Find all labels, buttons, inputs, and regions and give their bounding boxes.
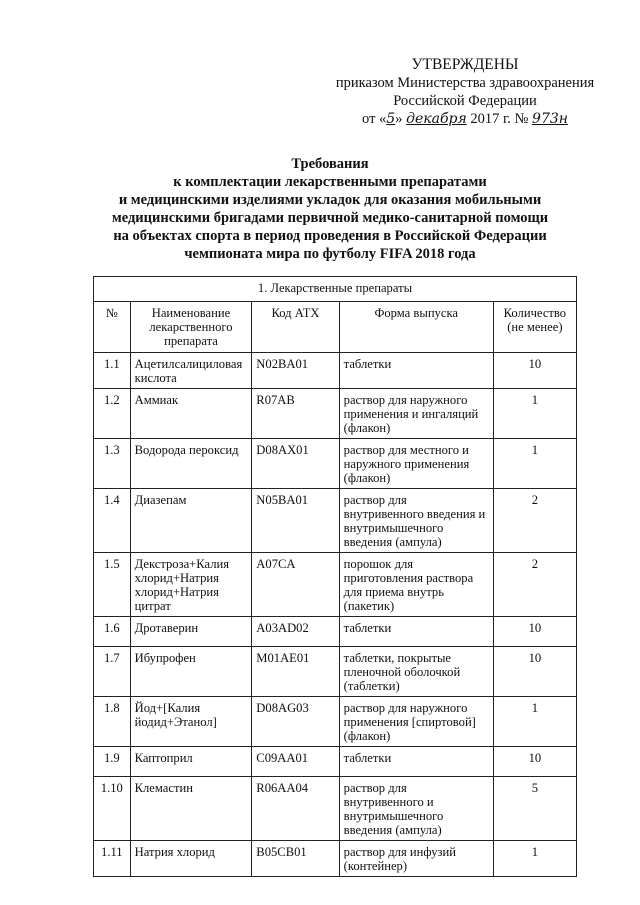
row-form: таблетки <box>339 617 493 647</box>
header-num: № <box>94 302 131 353</box>
row-form: раствор для инфузий (контейнер) <box>339 841 493 877</box>
title-line: к комплектации лекарственными препаратами <box>173 174 487 190</box>
row-num: 1.11 <box>94 841 131 877</box>
table-body <box>94 353 577 877</box>
table-row <box>94 777 577 841</box>
title-line: чемпионата мира по футболу FIFA 2018 года <box>184 246 476 262</box>
row-code: N02BA01 <box>252 353 339 389</box>
row-code: C09AA01 <box>252 747 339 777</box>
row-name: Ибупрофен <box>130 647 252 697</box>
table-row <box>94 389 577 439</box>
row-qty: 10 <box>493 747 576 777</box>
title-line: на объектах спорта в период проведения в Российской Федерации <box>113 228 547 244</box>
approval-heading: УТВЕРЖДЕНЫ <box>411 56 519 73</box>
row-num: 1.7 <box>94 647 131 697</box>
row-name: Аммиак <box>130 389 252 439</box>
row-name: Каптоприл <box>130 747 252 777</box>
row-num: 1.5 <box>94 553 131 617</box>
row-form: таблетки, покрытые пленочной оболочкой (таблетки) <box>339 647 493 697</box>
row-num: 1.3 <box>94 439 131 489</box>
row-code: B05CB01 <box>252 841 339 877</box>
title-line: Требования <box>291 156 369 172</box>
header-qty: Количество (не менее) <box>493 302 576 353</box>
row-code: R07AB <box>252 389 339 439</box>
header-name: Наименование лекарственного препарата <box>130 302 252 353</box>
row-qty: 5 <box>493 777 576 841</box>
row-form: порошок для приготовления раствора для приема внутрь (пакетик) <box>339 553 493 617</box>
approval-line2: Российской Федерации <box>393 93 537 109</box>
section-title: 1. Лекарственные препараты <box>94 277 577 302</box>
table-row <box>94 617 577 647</box>
row-qty: 2 <box>493 553 576 617</box>
table-row <box>94 439 577 489</box>
row-num: 1.8 <box>94 697 131 747</box>
row-qty: 10 <box>493 353 576 389</box>
table-row <box>94 697 577 747</box>
header-row <box>94 302 577 353</box>
row-name: Натрия хлорид <box>130 841 252 877</box>
table-row <box>94 747 577 777</box>
row-code: D08AG03 <box>252 697 339 747</box>
row-form: раствор для наружного применения [спиртовой] (флакон) <box>339 697 493 747</box>
row-code: A07CA <box>252 553 339 617</box>
order-month: декабря <box>406 111 467 127</box>
row-qty: 1 <box>493 389 576 439</box>
row-qty: 1 <box>493 439 576 489</box>
row-num: 1.1 <box>94 353 131 389</box>
table-row <box>94 647 577 697</box>
row-name: Йод+[Калия йодид+Этанол] <box>130 697 252 747</box>
row-form: раствор для местного и наружного применения (флакон) <box>339 439 493 489</box>
row-name: Клемастин <box>130 777 252 841</box>
row-num: 1.4 <box>94 489 131 553</box>
row-qty: 10 <box>493 617 576 647</box>
row-num: 1.6 <box>94 617 131 647</box>
table-row <box>94 841 577 877</box>
row-name: Водорода пероксид <box>130 439 252 489</box>
header-form: Форма выпуска <box>339 302 493 353</box>
order-number: 973н <box>532 111 568 127</box>
title-line: и медицинскими изделиями укладок для оказания мобильными <box>118 192 542 208</box>
row-qty: 1 <box>493 697 576 747</box>
row-name: Дротаверин <box>130 617 252 647</box>
row-form: раствор для наружного применения и ингаляций (флакон) <box>339 389 493 439</box>
table-row <box>94 553 577 617</box>
row-code: D08AX01 <box>252 439 339 489</box>
row-form: таблетки <box>339 747 493 777</box>
document-title <box>100 155 560 263</box>
row-qty: 1 <box>493 841 576 877</box>
order-line <box>330 110 600 128</box>
order-prefix: от « <box>362 111 387 127</box>
row-code: M01AE01 <box>252 647 339 697</box>
row-qty: 2 <box>493 489 576 553</box>
row-code: R06AA04 <box>252 777 339 841</box>
row-name: Ацетилсалициловая кислота <box>130 353 252 389</box>
row-num: 1.10 <box>94 777 131 841</box>
row-form: таблетки <box>339 353 493 389</box>
approval-block <box>330 56 600 128</box>
row-form: раствор для внутривенного и внутримышечного введения (ампула) <box>339 777 493 841</box>
section-row <box>94 277 577 302</box>
title-line: медицинскими бригадами первичной медико-санитарной помощи <box>111 210 549 226</box>
row-num: 1.9 <box>94 747 131 777</box>
row-name: Диазепам <box>130 489 252 553</box>
row-form: раствор для внутривенного введения и внутримышечного введения (ампула) <box>339 489 493 553</box>
row-num: 1.2 <box>94 389 131 439</box>
order-year: 2017 г. № <box>470 111 529 127</box>
approval-line1: приказом Министерства здравоохранения <box>335 75 595 91</box>
row-code: N05BA01 <box>252 489 339 553</box>
table-row <box>94 353 577 389</box>
order-day: 5 <box>386 111 396 127</box>
row-qty: 10 <box>493 647 576 697</box>
row-code: A03AD02 <box>252 617 339 647</box>
table-row <box>94 489 577 553</box>
order-mid: » <box>395 111 403 127</box>
header-code: Код АТХ <box>252 302 339 353</box>
medicines-table <box>93 276 577 877</box>
row-name: Декстроза+Калия хлорид+Натрия хлорид+Натрия цитрат <box>130 553 252 617</box>
